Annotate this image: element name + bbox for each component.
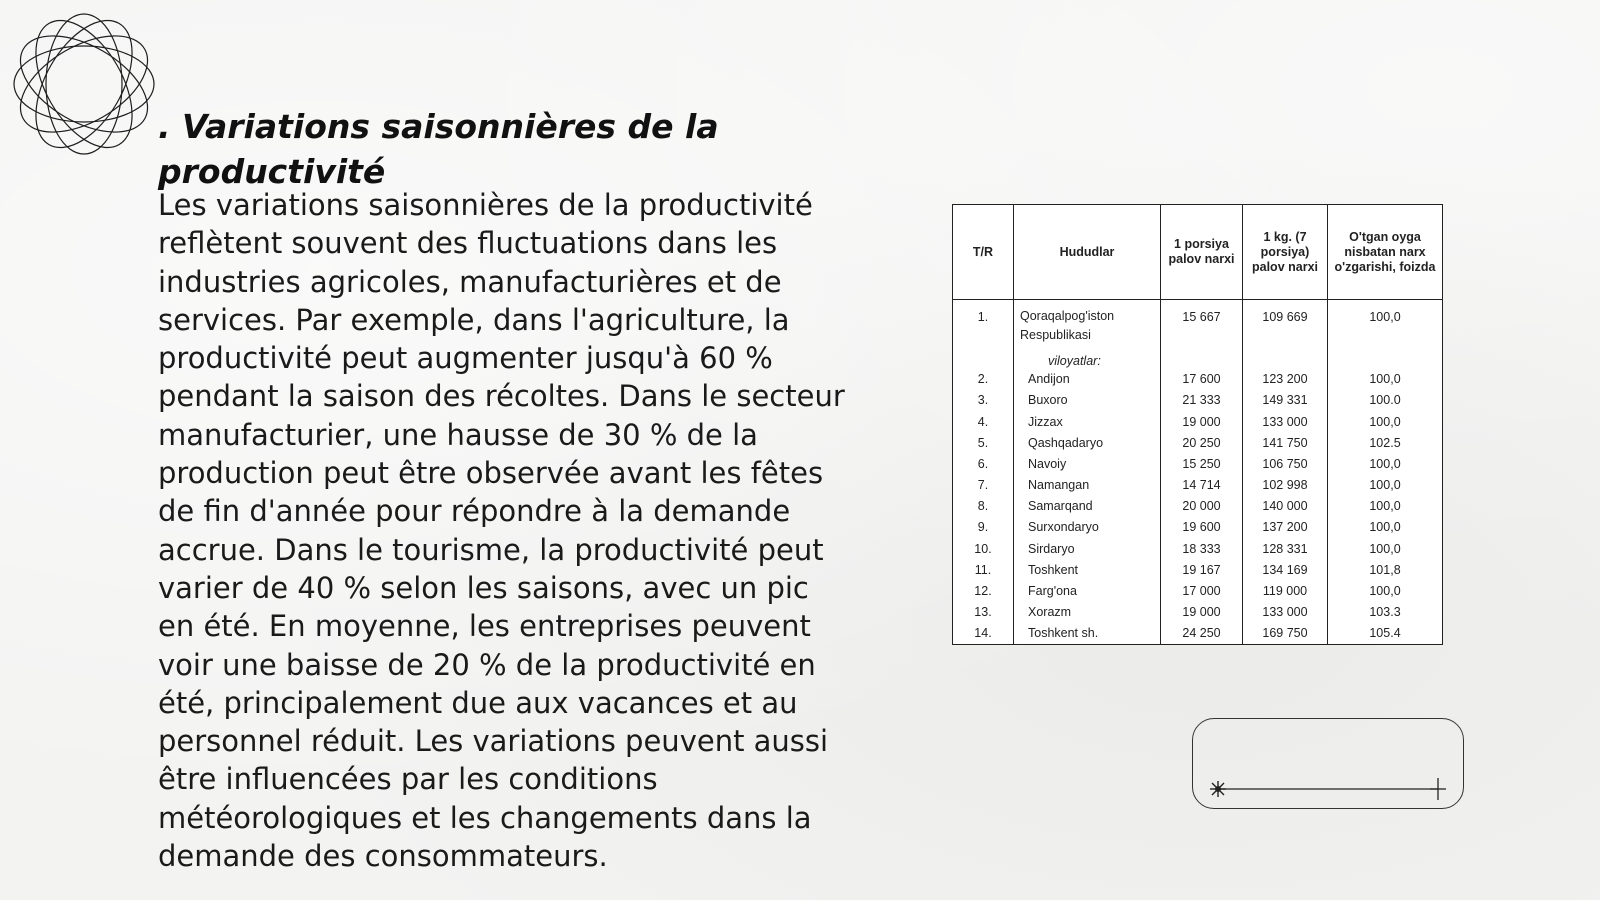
table-row (953, 496, 1443, 517)
price-table-image (952, 204, 1442, 645)
row-kg-price: 149 331 (1243, 390, 1328, 411)
row-number: 4. (953, 411, 1014, 432)
row-kg-price: 133 000 (1243, 601, 1328, 622)
table-subheader-row (953, 352, 1443, 368)
header-price-change: O'tgan oyga nisbatan narx o'zgarishi, foizda (1328, 205, 1443, 300)
row-change: 100,0 (1328, 517, 1443, 538)
header-kg-price: 1 kg. (7 porsiya) palov narxi (1243, 205, 1328, 300)
row-region (1014, 300, 1161, 353)
row-kg-price: 128 331 (1243, 538, 1328, 559)
row-region: Surxondaryo (1014, 517, 1161, 538)
table-row (953, 474, 1443, 495)
table-header-row (953, 205, 1443, 300)
table-row (953, 580, 1443, 601)
row-kg-price: 109 669 (1243, 300, 1328, 353)
row-change: 100,0 (1328, 300, 1443, 353)
table-row (953, 623, 1443, 645)
region-line-1: Qoraqalpog'iston (1020, 309, 1115, 324)
row-portion-price: 15 667 (1161, 300, 1243, 353)
row-change: 100,0 (1328, 453, 1443, 474)
row-change: 105.4 (1328, 623, 1443, 645)
row-change: 100,0 (1328, 580, 1443, 601)
row-portion-price: 17 000 (1161, 580, 1243, 601)
row-kg-price: 106 750 (1243, 453, 1328, 474)
row-number: 14. (953, 623, 1014, 645)
table-row (953, 390, 1443, 411)
slide-body-text: Les variations saisonnières de la productivité reflètent souvent des fluctuations dans les industries agricoles, manufacturières et de services. Par exemple, dans l'agriculture, la productivité peut augmenter jusqu'à 60 % pendant la saison des récoltes. Dans le secteur manufacturier, une hausse de 30 % de la production peut être observée avant les fêtes de fin d'année pour répondre à la demande accrue. Dans le tourisme, la productivité peut varier de 40 % selon les saisons, avec un pic en été. En moyenne, les entreprises peuvent voir une baisse de 20 % de la productivité en été, principalement due aux vacances et au personnel réduit. Les variations peuvent aussi être influencées par les conditions météorologiques et les changements dans la demande des consommateurs. (158, 188, 845, 874)
row-portion-price: 15 250 (1161, 453, 1243, 474)
row-kg-price: 169 750 (1243, 623, 1328, 645)
row-change: 100,0 (1328, 496, 1443, 517)
row-number: 11. (953, 559, 1014, 580)
row-number: 13. (953, 601, 1014, 622)
decorative-circles-icon (10, 10, 158, 158)
row-number: 10. (953, 538, 1014, 559)
row-region: Qashqadaryo (1014, 432, 1161, 453)
row-portion-price: 19 600 (1161, 517, 1243, 538)
row-kg-price: 133 000 (1243, 411, 1328, 432)
decorative-line-icon (1200, 774, 1452, 804)
row-kg-price: 134 169 (1243, 559, 1328, 580)
row-kg-price: 102 998 (1243, 474, 1328, 495)
row-portion-price: 19 167 (1161, 559, 1243, 580)
row-portion-price: 19 000 (1161, 411, 1243, 432)
palov-price-table (952, 204, 1443, 645)
row-change: 100,0 (1328, 369, 1443, 390)
row-change: 100,0 (1328, 538, 1443, 559)
row-number: 7. (953, 474, 1014, 495)
table-row (953, 601, 1443, 622)
row-region: Namangan (1014, 474, 1161, 495)
header-number: T/R (953, 205, 1014, 300)
row-change: 100,0 (1328, 474, 1443, 495)
row-change: 101,8 (1328, 559, 1443, 580)
row-portion-price: 18 333 (1161, 538, 1243, 559)
row-number: 2. (953, 369, 1014, 390)
row-kg-price: 140 000 (1243, 496, 1328, 517)
row-region: Navoiy (1014, 453, 1161, 474)
row-number: 8. (953, 496, 1014, 517)
row-number: 9. (953, 517, 1014, 538)
table-row (953, 432, 1443, 453)
row-region: Samarqand (1014, 496, 1161, 517)
row-portion-price: 24 250 (1161, 623, 1243, 645)
row-region: Xorazm (1014, 601, 1161, 622)
row-region: Toshkent (1014, 559, 1161, 580)
table-row (953, 411, 1443, 432)
header-region: Hududlar (1014, 205, 1161, 300)
row-number: 3. (953, 390, 1014, 411)
row-region: Andijon (1014, 369, 1161, 390)
row-number: 6. (953, 453, 1014, 474)
row-kg-price: 119 000 (1243, 580, 1328, 601)
row-region: Jizzax (1014, 411, 1161, 432)
table-row (953, 517, 1443, 538)
row-portion-price: 20 250 (1161, 432, 1243, 453)
row-portion-price: 17 600 (1161, 369, 1243, 390)
row-change: 102.5 (1328, 432, 1443, 453)
row-portion-price: 19 000 (1161, 601, 1243, 622)
header-portion-price: 1 porsiya palov narxi (1161, 205, 1243, 300)
slide-title: . Variations saisonnières de la productivité (158, 107, 719, 191)
region-line-2: Respublikasi (1020, 328, 1091, 343)
row-portion-price: 21 333 (1161, 390, 1243, 411)
row-region: Buxoro (1014, 390, 1161, 411)
row-kg-price: 137 200 (1243, 517, 1328, 538)
row-number: 1. (953, 300, 1014, 353)
table-row (953, 538, 1443, 559)
row-change: 100,0 (1328, 411, 1443, 432)
table-row (953, 369, 1443, 390)
row-kg-price: 123 200 (1243, 369, 1328, 390)
table-rows (953, 369, 1443, 645)
row-region: Sirdaryo (1014, 538, 1161, 559)
subheader-label: viloyatlar: (1014, 352, 1161, 368)
row-kg-price: 141 750 (1243, 432, 1328, 453)
row-region: Toshkent sh. (1014, 623, 1161, 645)
row-change: 103.3 (1328, 601, 1443, 622)
row-portion-price: 14 714 (1161, 474, 1243, 495)
table-row (953, 559, 1443, 580)
row-number: 12. (953, 580, 1014, 601)
row-change: 100.0 (1328, 390, 1443, 411)
row-region: Farg'ona (1014, 580, 1161, 601)
row-number: 5. (953, 432, 1014, 453)
row-portion-price: 20 000 (1161, 496, 1243, 517)
table-row (953, 300, 1443, 353)
table-row (953, 453, 1443, 474)
